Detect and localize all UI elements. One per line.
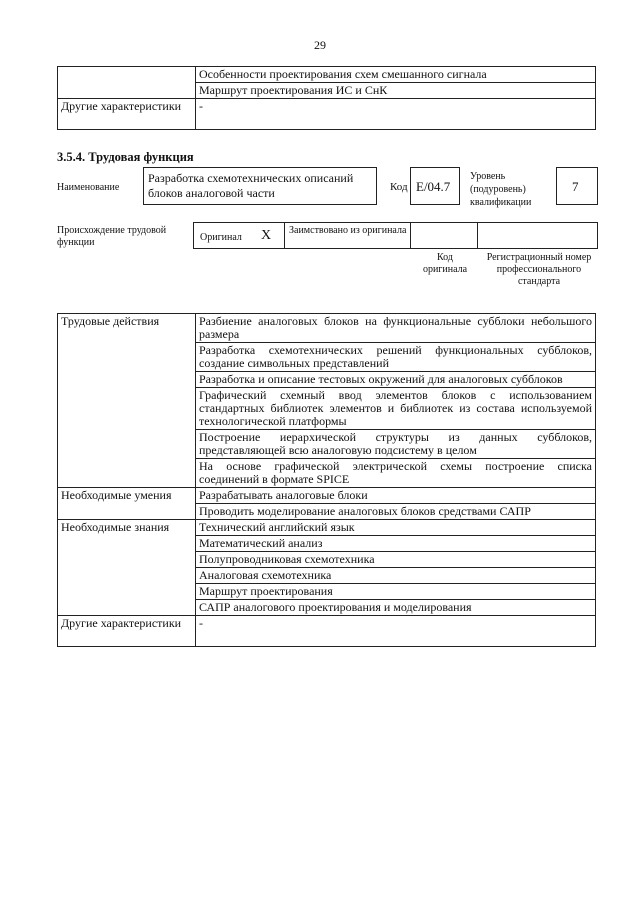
- section-title: 3.5.4. Трудовая функция: [57, 150, 194, 164]
- list-item: На основе графической электрической схемы построение списка соединений в формате SPICE: [196, 459, 596, 488]
- function-table: [57, 313, 596, 647]
- code-box: [410, 167, 460, 205]
- list-item: Разрабатывать аналоговые блоки: [196, 488, 596, 504]
- original-label: Оригинал: [200, 232, 242, 243]
- code-label: Код: [390, 181, 408, 193]
- continuation-table: [57, 66, 596, 130]
- name-label: Наименование: [57, 182, 120, 193]
- list-item: Аналоговая схемотехника: [196, 568, 596, 584]
- list-item: Маршрут проектирования: [196, 584, 596, 600]
- origin-label: Происхождение трудовой функции: [57, 225, 167, 248]
- borrowed-label: Заимствовано из оригинала: [289, 225, 407, 236]
- group-label: Необходимые знания: [58, 520, 196, 616]
- table-value-cell: -: [196, 99, 596, 130]
- list-item: Разработка и описание тестовых окружений для аналоговых субблоков: [196, 372, 596, 388]
- list-item: Разработка схемотехнических решений функциональных субблоков, создание символьных представлений: [196, 343, 596, 372]
- original-mark: X: [261, 228, 272, 243]
- list-item: Проводить моделирование аналоговых блоков средствами САПР: [196, 504, 596, 520]
- table-value-cell: Маршрут проектирования ИС и СнК: [196, 83, 596, 99]
- registration-caption: Регистрационный номер профессионального стандарта: [486, 252, 592, 287]
- borrowed-box: [284, 222, 411, 249]
- list-item: Математический анализ: [196, 536, 596, 552]
- list-item: Разбиение аналоговых блоков на функциональные субблоки небольшого размера: [196, 314, 596, 343]
- table-row: [58, 488, 596, 504]
- page-number: 29: [314, 38, 326, 52]
- group-label: Необходимые умения: [58, 488, 196, 520]
- table-row: [58, 520, 596, 536]
- name-value: Разработка схемотехнических описаний блоков аналоговой части: [148, 171, 354, 200]
- code-value: E/04.7: [416, 179, 451, 194]
- table-row: [58, 314, 596, 343]
- list-item: Полупроводниковая схемотехника: [196, 552, 596, 568]
- level-label: Уровень (подуровень) квалификации: [470, 171, 532, 208]
- list-item: Технический английский язык: [196, 520, 596, 536]
- level-box: [556, 167, 598, 205]
- table-value-cell: Особенности проектирования схем смешанного сигнала: [196, 67, 596, 83]
- table-row: [58, 616, 596, 647]
- original-box: [193, 222, 285, 249]
- list-item: -: [196, 616, 596, 647]
- code-caption: Код оригинала: [422, 252, 468, 275]
- list-item: САПР аналогового проектирования и моделирования: [196, 600, 596, 616]
- group-label: Другие характеристики: [58, 616, 196, 647]
- group-label: Трудовые действия: [58, 314, 196, 488]
- name-box: [143, 167, 377, 205]
- list-item: Построение иерархической структуры из данных субблоков, представляющей всю аналоговую подсистему в целом: [196, 430, 596, 459]
- table-label-cell: Другие характеристики: [58, 99, 196, 130]
- table-row: [58, 99, 596, 130]
- list-item: Графический схемный ввод элементов блоков с использованием стандартных библиотек элементов и библиотек из состава используемой технологической платформы: [196, 388, 596, 430]
- level-value: 7: [572, 179, 579, 194]
- original-code-box: [410, 222, 478, 249]
- table-label-cell: [58, 67, 196, 99]
- registration-number-box: [477, 222, 598, 249]
- table-row: [58, 67, 596, 83]
